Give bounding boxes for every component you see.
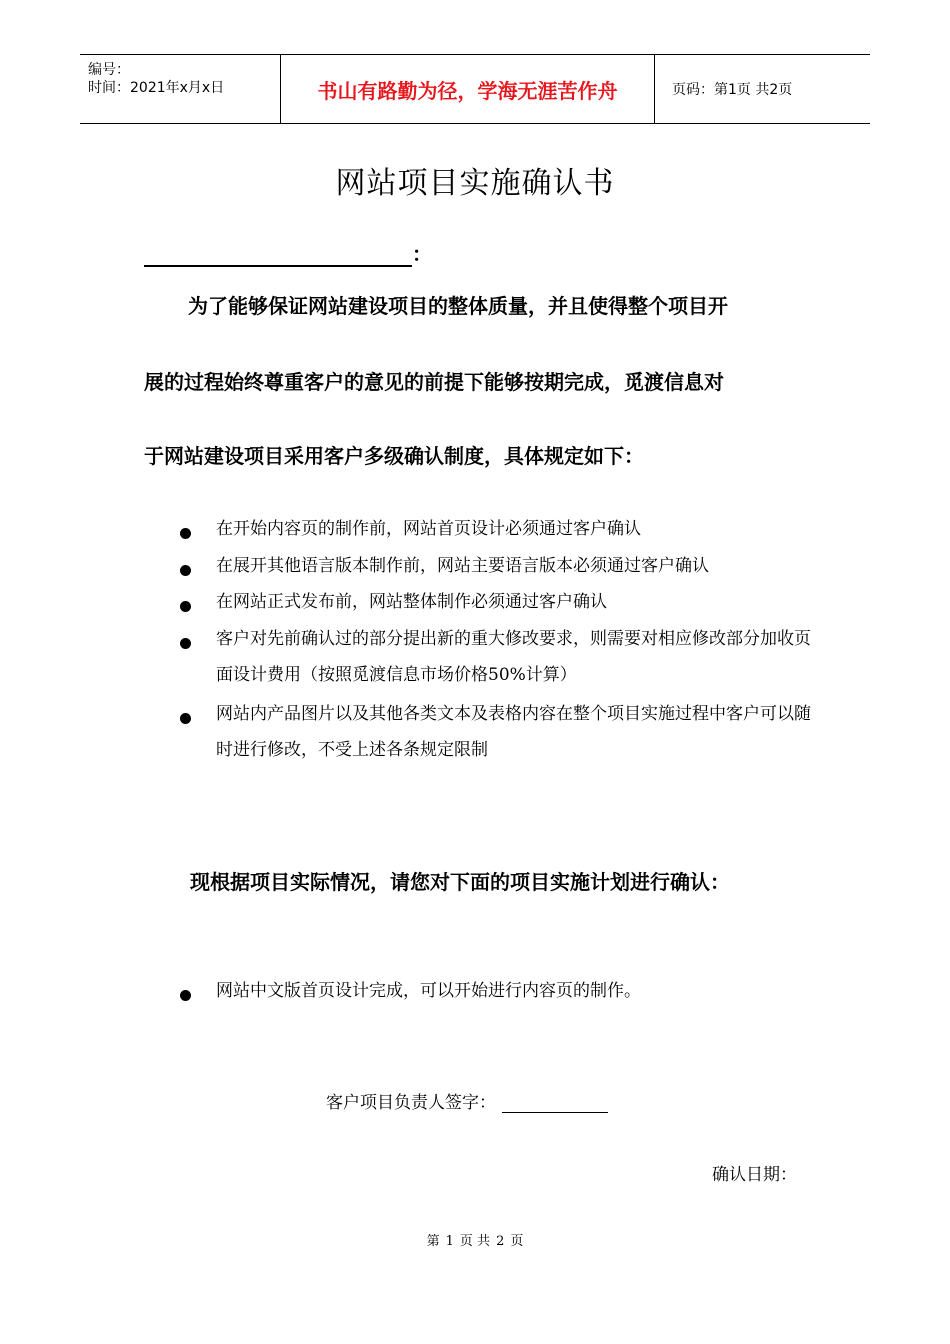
- doc-number-label: 编号：: [88, 62, 130, 78]
- bullet-icon: [180, 528, 191, 539]
- doc-time-label: 时间：2021年x月x日: [88, 80, 225, 96]
- bullet-icon: [180, 565, 191, 576]
- page-footer: [0, 1230, 950, 1249]
- signature-field[interactable]: [502, 1094, 608, 1113]
- addressee-blank[interactable]: [144, 243, 412, 267]
- rule-text: 网站内产品图片以及其他各类文本及表格内容在整个项目实施过程中客户可以随时进行修改，不受上述各条规定限制: [216, 704, 811, 760]
- addressee-line: [144, 238, 432, 267]
- bullet-icon: [180, 990, 191, 1001]
- header-meta-cell: [80, 55, 281, 123]
- bullet-icon: [180, 601, 191, 612]
- intro-line: 为了能够保证网站建设项目的整体质量，并且使得整个项目开: [188, 294, 728, 318]
- header-page-info-text: 页码：第1页 共2页: [672, 82, 793, 98]
- signature-row: [326, 1088, 608, 1113]
- footer-mid: 页 共: [459, 1234, 491, 1249]
- confirm-heading: 现根据项目实际情况，请您对下面的项目实施计划进行确认：: [190, 870, 730, 894]
- intro-line: 于网站建设项目采用客户多级确认制度，具体规定如下：: [144, 444, 644, 468]
- rule-text: 在网站正式发布前，网站整体制作必须通过客户确认: [216, 592, 607, 612]
- footer-prefix: 第: [426, 1234, 440, 1249]
- document-title: 网站项目实施确认书: [335, 166, 615, 201]
- footer-page-number: 1: [445, 1234, 454, 1249]
- bullet-icon: [180, 638, 191, 649]
- intro-line: 展的过程始终尊重客户的意见的前提下能够按期完成，觅渡信息对: [144, 370, 724, 394]
- rule-text: 在开始内容页的制作前，网站首页设计必须通过客户确认: [216, 519, 641, 539]
- confirm-date-label: 确认日期：: [712, 1165, 797, 1185]
- plan-text: 网站中文版首页设计完成，可以开始进行内容页的制作。: [216, 981, 641, 1001]
- footer-total-pages: 2: [496, 1234, 505, 1249]
- header-page-info: [664, 55, 870, 123]
- rule-text: 在展开其他语言版本制作前，网站主要语言版本必须通过客户确认: [216, 556, 709, 576]
- bullet-icon: [180, 713, 191, 724]
- footer-suffix: 页: [510, 1234, 524, 1249]
- addressee-colon: ：: [412, 242, 432, 266]
- rule-text: 客户对先前确认过的部分提出新的重大修改要求，则需要对相应修改部分加收页面设计费用（按照觅渡信息市场价格50%计算）: [216, 629, 811, 685]
- signature-label: 客户项目负责人签字：: [326, 1093, 496, 1113]
- header-table: [80, 54, 870, 124]
- header-motto: 书山有路勤为径，学海无涯苦作舟: [281, 55, 655, 123]
